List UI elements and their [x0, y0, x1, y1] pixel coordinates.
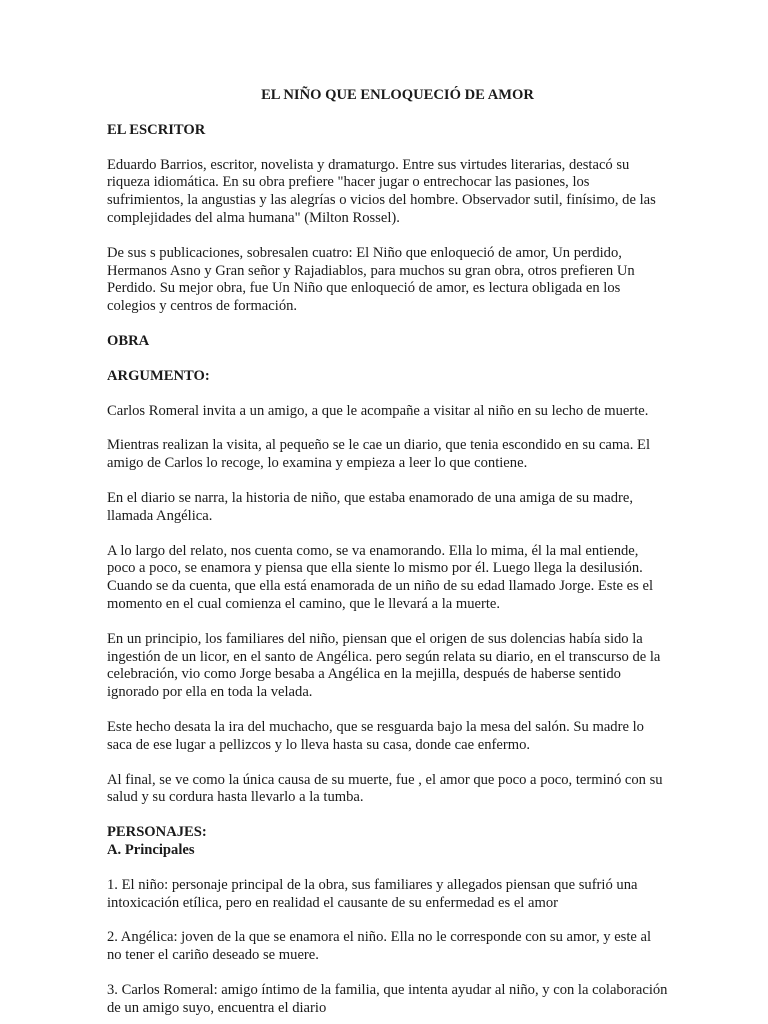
list-item: 1. El niño: personaje principal de la obra, sus familiares y allegados piensan que sufrió una intoxicación etílica, pero en realidad el causante de su enfermedad es el amor — [107, 876, 638, 911]
paragraph: Este hecho desata la ira del muchacho, que se resguarda bajo la mesa del salón. Su madre lo saca de ese lugar a pellizcos y lo lleva hasta su casa, donde cae enfermo. — [107, 718, 644, 753]
document-title: EL NIÑO QUE ENLOQUECIÓ DE AMOR — [261, 87, 534, 103]
section-heading-personajes: PERSONAJES: — [107, 824, 207, 841]
paragraph: A lo largo del relato, nos cuenta como, se va enamorando. Ella lo mima, él la mal entiende, poco a poco, se enamora y piensa que ella siente lo mismo por él. Luego llega la desilusión. Cuando se da cuenta, que ella está enamorada de un niño de su edad llamado Jorge. Este es el momento en el cual comienza el camino, que le llevará a la muerte. — [107, 542, 653, 612]
paragraph: Al final, se ve como la única causa de su muerte, fue , el amor que poco a poco, terminó con su salud y su cordura hasta llevarlo a la tumba. — [107, 771, 663, 806]
section-heading-escritor: EL ESCRITOR — [107, 121, 206, 138]
paragraph: Carlos Romeral invita a un amigo, a que le acompañe a visitar al niño en su lecho de muerte. — [107, 402, 649, 419]
list-item: 3. Carlos Romeral: amigo íntimo de la familia, que intenta ayudar al niño, y con la colaboración de un amigo suyo, encuentra el diario — [107, 981, 668, 1016]
paragraph: Eduardo Barrios, escritor, novelista y dramaturgo. Entre sus virtudes literarias, destacó su riqueza idiomática. En su obra prefiere "hacer jugar o entrechocar las pasiones, los sufrimientos, la angustias y las alegrías o vicios del hombre. Observador sutil, finísimo, de las complejidades del alma humana" (Milton Rossel). — [107, 156, 656, 226]
paragraph: En un principio, los familiares del niño, piensan que el origen de sus dolencias había sido la ingestión de un licor, en el santo de Angélica. pero según relata su diario, en el transcurso de la celebración, vio como Jorge besaba a Angélica en la mejilla, después de haberse sentido ignorado por ella en toda la velada. — [107, 630, 661, 701]
paragraph: Mientras realizan la visita, al pequeño se le cae un diario, que tenia escondido en su cama. El amigo de Carlos lo recoge, lo examina y empieza a leer lo que contiene. — [107, 437, 651, 472]
section-heading-obra: OBRA — [107, 332, 150, 349]
paragraph: De sus s publicaciones, sobresalen cuatro: El Niño que enloqueció de amor, Un perdido, Hermanos Asno y Gran señor y Rajadiablos, para muchos su gran obra, otros prefieren Un Perdido. Su mejor obra, fue Un Niño que enloqueció de amor, es lectura obligada en los colegios y centros de formación. — [107, 244, 635, 315]
list-item: 2. Angélica: joven de la que se enamora el niño. Ella no le corresponde con su amor, y este al no tener el cariño deseado se muere. — [107, 929, 652, 964]
subheading-principales: A. Principales — [107, 841, 195, 858]
section-heading-argumento: ARGUMENTO: — [107, 367, 210, 384]
paragraph: En el diario se narra, la historia de niño, que estaba enamorado de una amiga de su madre, llamada Angélica. — [107, 489, 633, 524]
